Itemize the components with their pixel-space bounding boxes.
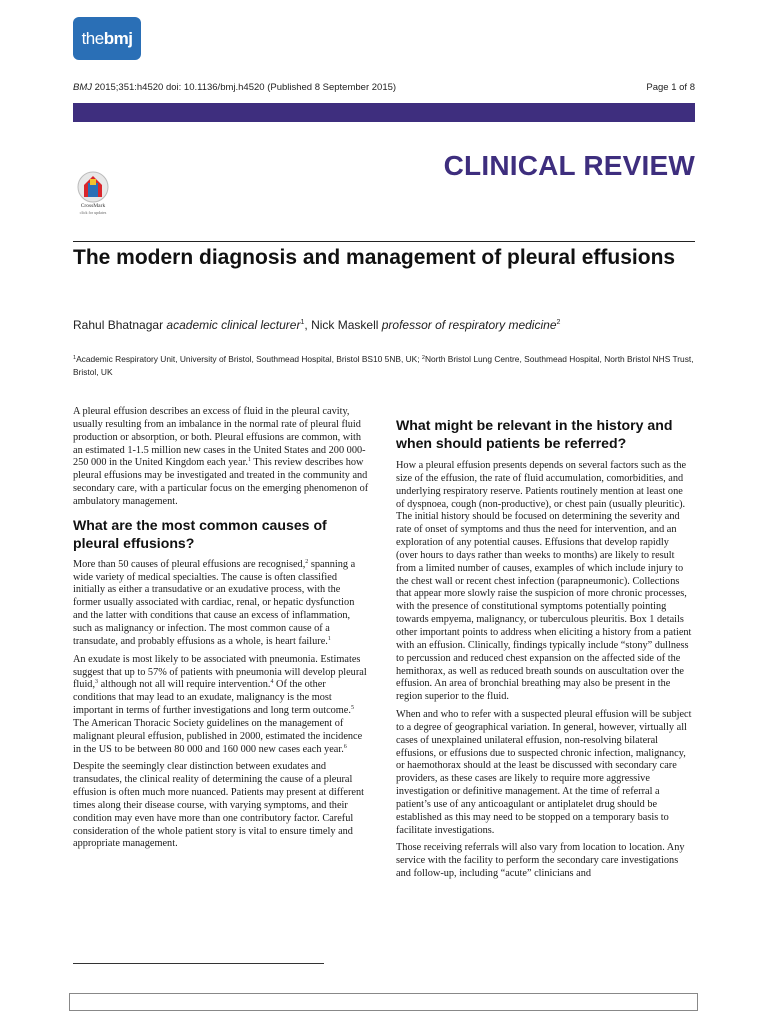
ref: 1	[327, 635, 331, 642]
text: Of the other conditions that may lead to an exudate, malignancy is the most important in terms of further investigations and long term outcome.	[73, 679, 351, 717]
author-affil-ref: 2	[556, 319, 561, 326]
title-rule	[73, 241, 695, 242]
citation	[73, 82, 396, 93]
author-role: academic clinical lecturer	[166, 318, 301, 332]
paragraph	[73, 559, 369, 649]
text: A pleural effusion describes an excess of fluid in the pleural cavity, usually resulting from an imbalance in the normal rate of pleural fluid production or absorption, or both. Pleural effusions are common, with an estimated 1-1.5 million new cases in the United States and 200 000-250 000 in the United Kingdom each year.	[73, 406, 366, 469]
author-name: Nick Maskell	[311, 318, 379, 332]
author-affil-ref: 1	[300, 319, 305, 326]
affiliations	[73, 352, 695, 378]
page-number: Page 1 of 8	[646, 82, 695, 93]
crossmark-badge[interactable]	[73, 170, 113, 216]
section-label: CLINICAL REVIEW	[443, 150, 695, 181]
right-column	[396, 416, 692, 886]
author-line: Rahul Bhatnagar academic clinical lecturer$^1$, Nick Maskell professor of respiratory medicine$^2$	[73, 318, 561, 332]
affil-num: 2	[421, 355, 425, 361]
text: More than 50 causes of pleural effusions are recognised,	[73, 558, 306, 570]
citation-line	[73, 82, 695, 93]
text: The American Thoracic Society guidelines on the management of malignant pleural effusion, published in 2000, estimated the incidence in the US to be between 80 000 and 160 000 new cases each year.	[73, 717, 363, 755]
paragraph: How a pleural effusion presents depends on several factors such as the size of the effusion, the rate of fluid accumulation, comorbidities, and underlying respiratory reserve. Patients routinely mention at least one of dyspnoea, cough (non-productive), or chest pain (usually pleuritic). The initial history should be focused on determining the severity and rate of onset of symptoms and thus the need for intervention, and an exploration of any potential causes. Effusions that develop rapidly (over hours to days rather than weeks to months) are likely to result from a limited number of causes, examples of which include injury to the chest wall or recent chest infection (parapneumonic). Collections that appear more slowly raise the suspicion of more chronic processes, with the presence of constitutional symptoms potentially pointing towards empyema, malignancy, or tuberculous pleuritis. Box 1 details other important points to address when eliciting a history from a patient with an effusion. Clinically, findings typically include “stony” dullness to percussion and reduced chest expansion on the affected side of the hemithorax, as well as reduced breath sounds on auscultation over the effusion. An area of bronchial breathing may also be present in the region superior to the fluid.	[396, 460, 692, 703]
left-column	[73, 406, 369, 856]
section-heading: What are the most common causes of pleural effusions?	[73, 516, 327, 551]
logo-text-the: the	[81, 28, 104, 48]
crossmark-sublabel: click for updates	[79, 210, 107, 215]
affil-text: Academic Respiratory Unit, University of Bristol, Southmead Hospital, Bristol BS10 5NB, UK;	[76, 354, 422, 364]
paragraph: Despite the seemingly clear distinction between exudates and transudates, the clinical reality of determining the cause of a pleural effusion is often much more nuanced. Patients may present at different times along their disease course, with varying symptoms, and their condition may even have more than one contributory factor. Careful consideration of the whole patient story is vital to ensure timely and appropriate management.	[73, 761, 364, 850]
crossmark-icon	[73, 170, 113, 204]
intro-paragraph	[73, 406, 369, 509]
ref: 6	[343, 743, 347, 750]
author-role: professor of respiratory medicine	[381, 318, 557, 332]
ref: 4	[270, 679, 274, 686]
article-title: The modern diagnosis and management of pleural effusions	[73, 246, 676, 269]
ref: 2	[305, 558, 309, 565]
ref: 5	[350, 705, 354, 712]
text: This review describes how pleural effusions may be investigated and treated in the community and secondary care, with a particular focus on the emerging phenomenon of ambulatory management.	[73, 457, 369, 507]
text: An exudate is most likely to be associated with pneumonia. Estimates suggest that up to 57% of patients with pneumonia will develop pleural fluid,	[73, 653, 367, 691]
journal-name: BMJ	[73, 82, 92, 93]
ref: 1	[248, 457, 252, 464]
paragraph: When and who to refer with a suspected pleural effusion will be subject to a degree of geographical variation. In general, however, virtually all cases of unexplained unilateral effusion, non-resolving bilateral effusions, or effusions due to suspected chronic infection, malignancy, or haemothorax should at the least be discussed with secondary care providers, as these cases are likely to require more aggressive investigation or definitive management. At the time of referral a patient’s use of any anticoagulant or antiplatelet drug should be established as this may need to be stopped on a temporary basis to facilitate investigations.	[396, 709, 692, 836]
affil-text: North Bristol Lung Centre, Southmead Hospital, North Bristol NHS Trust, Bristol, UK	[73, 354, 694, 377]
footnote-rule	[73, 963, 324, 964]
ref: 3	[95, 679, 99, 686]
section-heading: What might be relevant in the history and when should patients be referred?	[396, 417, 673, 451]
logo-text-bmj: bmj	[103, 28, 133, 48]
paragraph	[73, 654, 369, 757]
paragraph: Those receiving referrals will also vary from location to location. Any service with the facility to perform the secondary care investigations and follow-up, including “acute” clinicians and	[396, 842, 685, 880]
crossmark-label: CrossMark	[80, 203, 106, 209]
affil-num: 1	[73, 355, 77, 361]
text: although not all will require intervention.	[98, 679, 271, 691]
text: spanning a wide variety of medical specialties. The cause is often classified initially as either a transudative or an exudative process, with the former usually associated with cardiac, renal, or hepatic dysfunction and the latter with conditions that cause an excess of inflammation, such as malignancy or infection. The most common cause of a transudate, and probably effusions as a whole, is heart failure.	[73, 558, 356, 647]
footer-box	[69, 993, 698, 1011]
author-name: Rahul Bhatnagar	[73, 318, 164, 332]
header-bar	[73, 103, 695, 122]
bmj-logo[interactable]	[73, 17, 141, 60]
citation-details: 2015;351:h4520 doi: 10.1136/bmj.h4520 (Published 8 September 2015)	[92, 82, 397, 93]
